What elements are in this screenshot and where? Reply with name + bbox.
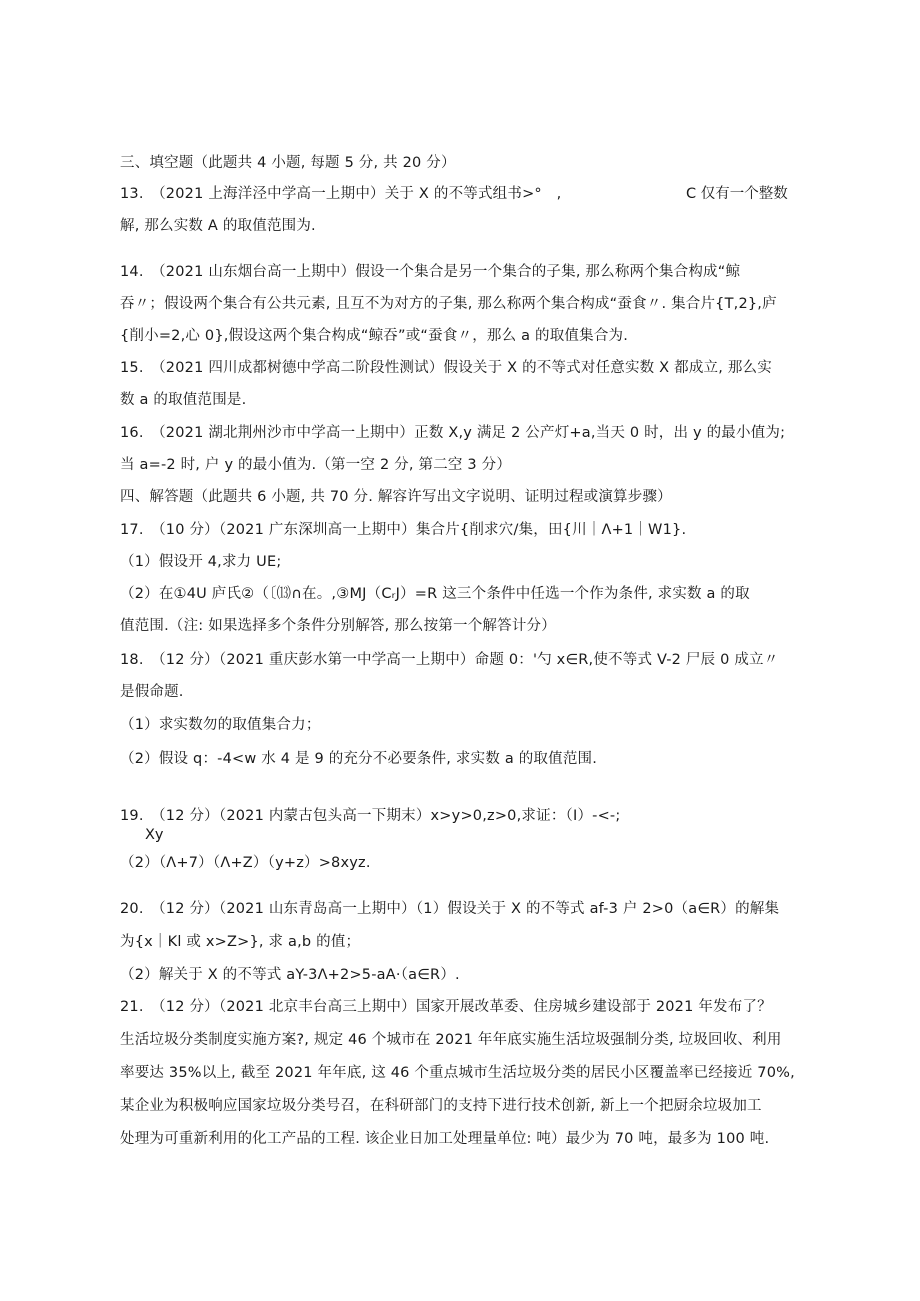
question-18-line-1: 18. （12 分）（2021 重庆彭水第一中学高一上期中）命题 0：'勺 x∈R,使不等式 V-2 尸辰 0 成立〃 (120, 652, 779, 668)
question-18-line-2: 是假命题. (120, 684, 184, 700)
question-21-line-1: 21. （12 分）（2021 北京丰台高三上期中）国家开展改革委、住房城乡建设部于 2021 年发布了？ (120, 999, 772, 1015)
question-17-line-4: 值范围.（注: 如果选择多个条件分别解答, 那么按第一个解答计分） (120, 618, 556, 634)
question-13-line-2: 解, 那么实数 A 的取值范围为. (120, 218, 316, 234)
question-20-line-1: 20. （12 分）（2021 山东青岛高一上期中）（1）假设关于 X 的不等式 af-3 户 2>0（a∈R）的解集 (120, 901, 780, 917)
question-15-line-2: 数 a 的取值范围是. (120, 392, 247, 408)
question-18-line-4: （2）假设 q：-4<w 水 4 是 9 的充分不必要条件, 求实数 a 的取值范围. (120, 751, 598, 767)
question-19-line-1: 19. （12 分）（2021 内蒙古包头高一下期末）x>y>0,z>0,求证：（I）-<-; (120, 808, 621, 824)
question-21-line-5: 处理为可重新利用的化工产品的工程. 该企业日加工处理量单位: 吨）最少为 70 吨，最多为 100 吨. (120, 1131, 770, 1147)
question-16-line-1: 16. （2021 湖北荆州沙市中学高一上期中）正数 X,y 满足 2 公产灯+a,当天 0 时，出 y 的最小值为; (120, 425, 786, 441)
question-21-line-2: 生活垃圾分类制度实施方案?, 规定 46 个城市在 2021 年年底实施生活垃圾强制分类, 垃圾回收、利用 (120, 1032, 782, 1048)
question-16-line-2: 当 a=-2 时, 户 y 的最小值为.（第一空 2 分, 第二空 3 分） (120, 457, 512, 473)
question-14-line-1: 14. （2021 山东烟台高一上期中）假设一个集合是另一个集合的子集, 那么称两个集合构成“鲸 (120, 264, 741, 280)
question-19-line-2: （2）（Λ+7）（Λ+Z）（y+z）>8xyz. (120, 855, 371, 871)
question-13-line-1: 13. （2021 上海洋泾中学高一上期中）关于 X 的不等式组书>° , (120, 186, 562, 202)
question-18-line-3: （1）求实数勿的取值集合力； (120, 717, 321, 733)
question-14-line-3: {削小=2,心 0},假设这两个集合构成“鲸吞”或“蚕食〃，那么 a 的取值集合为. (120, 328, 629, 344)
question-21-line-4: 某企业为积极响应国家垃圾分类号召，在科研部门的支持下进行技术创新, 新上一个把厨余垃圾加工 (120, 1098, 762, 1114)
question-20-line-2: 为{x｜Kl 或 x>Z>}, 求 a,b 的值； (120, 934, 361, 950)
question-17-line-3: （2）在①4U 庐氏②（〔⒀∩在。,③MJ（CᵣJ）=R 这三个条件中任选一个作为条件, 求实数 a 的取 (120, 586, 750, 602)
question-13-line-1-right: C 仅有一个整数 (686, 186, 788, 202)
question-17-line-1: 17. （10 分）（2021 广东深圳高一上期中）集合片{削求穴/集，田{川｜Λ+1｜W1}. (120, 522, 687, 538)
section-3-heading: 三、填空题（此题共 4 小题, 每题 5 分, 共 20 分） (120, 155, 456, 171)
question-20-line-3: （2）解关于 X 的不等式 aY-3Λ+2>5-aA·（a∈R）. (120, 967, 460, 983)
question-14-line-2: 吞〃；假设两个集合有公共元素, 且互不为对方的子集, 那么称两个集合构成“蚕食〃. 集合片{T,2},庐 (120, 296, 777, 312)
question-17-line-2: （1）假设开 4,求力 UE; (120, 554, 282, 570)
question-15-line-1: 15. （2021 四川成都树德中学高二阶段性测试）假设关于 X 的不等式对任意实数 X 都成立, 那么实 (120, 360, 772, 376)
question-19-line-1-sub: Xy (145, 827, 164, 843)
section-4-heading: 四、解答题（此题共 6 小题, 共 70 分. 解容许写出文字说明、证明过程或演算步骤） (120, 489, 672, 505)
question-21-line-3: 率要达 35%以上, 截至 2021 年年底, 这 46 个重点城市生活垃圾分类的居民小区覆盖率已经接近 70%, (120, 1065, 795, 1081)
